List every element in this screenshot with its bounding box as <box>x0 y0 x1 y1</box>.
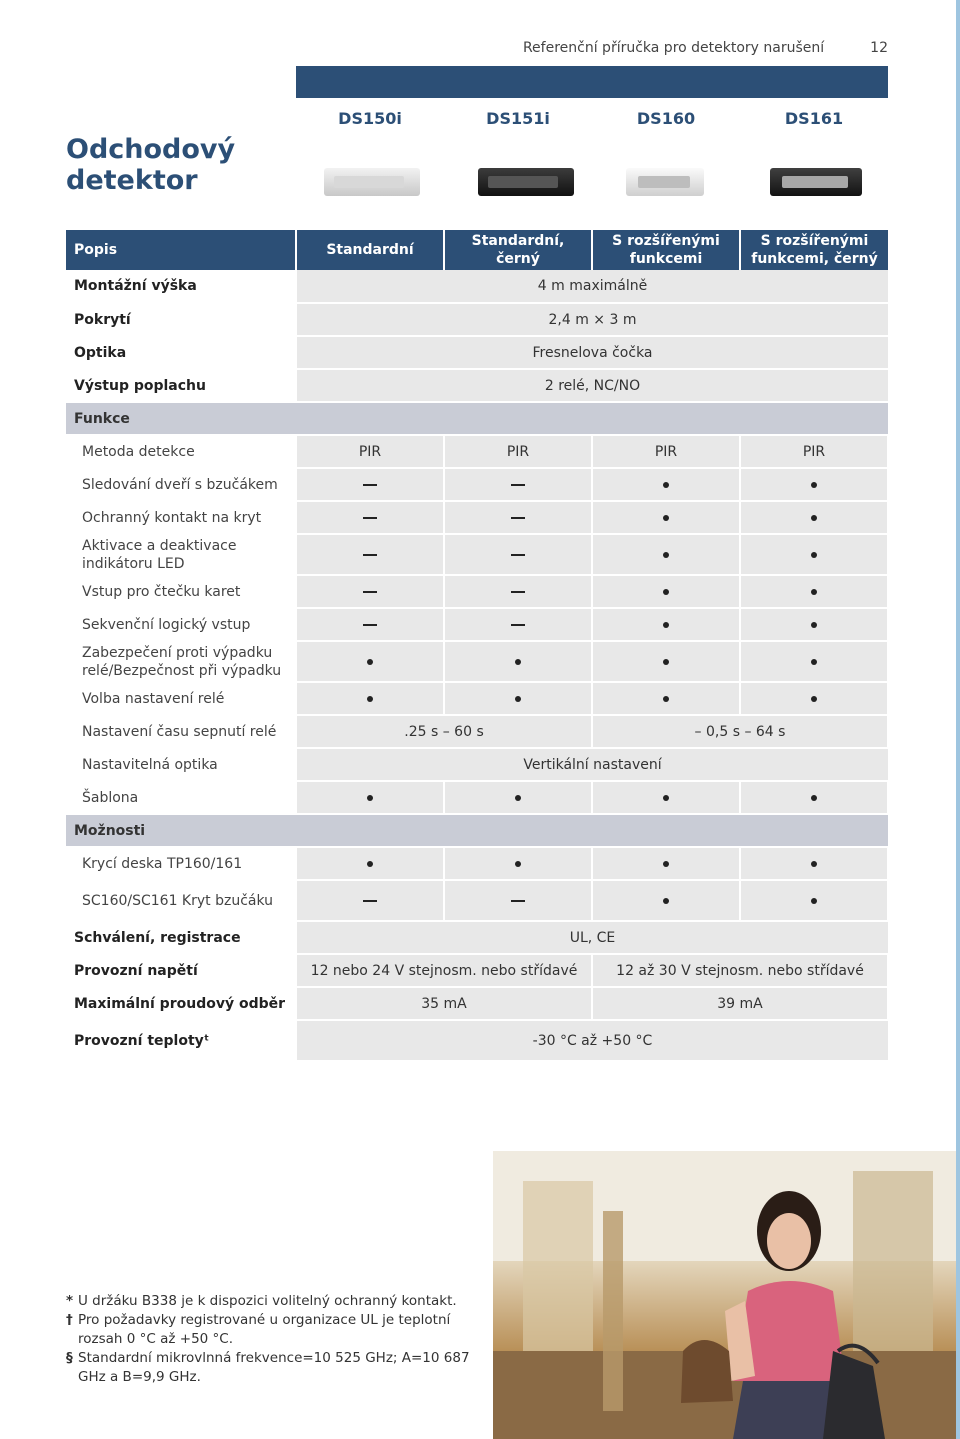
dot-icon <box>811 898 817 904</box>
dot-icon <box>367 861 373 867</box>
dash-icon <box>511 900 525 902</box>
cell <box>740 534 888 575</box>
row-label: Pokrytí <box>66 303 296 336</box>
row-label: Zabezpečení proti výpadku relé/Bezpečnost při výpadku <box>66 641 296 682</box>
table-row <box>66 336 888 369</box>
cell <box>740 847 888 880</box>
cell <box>444 608 592 641</box>
row-label: Sledování dveří s bzučákem <box>66 468 296 501</box>
cell: PIR <box>592 435 740 468</box>
row-label: Optika <box>66 336 296 369</box>
footnote <box>66 1349 476 1387</box>
cell <box>444 641 592 682</box>
dot-icon <box>663 795 669 801</box>
row-value: UL, CE <box>296 921 888 954</box>
cell <box>740 880 888 921</box>
cell <box>444 468 592 501</box>
cell: 12 až 30 V stejnosm. nebo střídavé <box>592 954 888 987</box>
table-row <box>66 435 888 468</box>
dot-icon <box>811 795 817 801</box>
shopper-illustration <box>493 1151 956 1439</box>
footnote-text: U držáku B338 je k dispozici volitelný ochranný kontakt. <box>78 1293 457 1309</box>
product-image-ds161 <box>770 168 862 196</box>
table-row <box>66 270 888 303</box>
row-label: Provozní napětí <box>66 954 296 987</box>
row-label: Ochranný kontakt na kryt <box>66 501 296 534</box>
table-row <box>66 303 888 336</box>
dot-icon <box>663 515 669 521</box>
model-ds151i: DS151i <box>486 109 550 128</box>
section-label: Možnosti <box>66 814 888 847</box>
dot-icon <box>367 659 373 665</box>
table-row <box>66 608 888 641</box>
dash-icon <box>511 591 525 593</box>
row-label: Vstup pro čtečku karet <box>66 575 296 608</box>
footnote <box>66 1311 476 1349</box>
row-label: Šablona <box>66 781 296 814</box>
cell <box>740 468 888 501</box>
cell <box>740 501 888 534</box>
dot-icon <box>663 861 669 867</box>
table-row <box>66 847 888 880</box>
cell <box>296 641 444 682</box>
row-label: Nastavitelná optika <box>66 748 296 781</box>
cell <box>740 781 888 814</box>
cell: PIR <box>444 435 592 468</box>
dot-icon <box>515 795 521 801</box>
cell <box>444 682 592 715</box>
table-header-row <box>66 230 888 270</box>
footnote <box>66 1292 476 1311</box>
cell <box>592 501 740 534</box>
table-row <box>66 1020 888 1061</box>
cell <box>740 608 888 641</box>
section-row-funkce <box>66 402 888 435</box>
cell <box>592 847 740 880</box>
dot-icon <box>663 622 669 628</box>
row-label: Metoda detekce <box>66 435 296 468</box>
cell <box>444 534 592 575</box>
cell <box>740 575 888 608</box>
header-col-2: Standardní, černý <box>444 230 592 270</box>
model-ds150i: DS150i <box>338 109 402 128</box>
row-label: Nastavení času sepnutí relé <box>66 715 296 748</box>
table-row <box>66 715 888 748</box>
cell <box>592 534 740 575</box>
cell <box>592 880 740 921</box>
dash-icon <box>511 554 525 556</box>
cell <box>740 641 888 682</box>
spec-table <box>66 230 889 1062</box>
cell <box>444 847 592 880</box>
row-label: Maximální proudový odběr <box>66 987 296 1020</box>
section-title <box>66 134 235 196</box>
cell: – 0,5 s – 64 s <box>592 715 888 748</box>
dash-icon <box>363 484 377 486</box>
row-label: Schválení, registrace <box>66 921 296 954</box>
row-value: 2 relé, NC/NO <box>296 369 888 402</box>
product-image-ds150i <box>324 168 420 196</box>
cell <box>296 682 444 715</box>
footnote-text: Pro požadavky registrované u organizace UL je teplotní rozsah 0 °C až +50 °C. <box>78 1312 451 1347</box>
table-row <box>66 921 888 954</box>
dot-icon <box>515 696 521 702</box>
cell <box>296 501 444 534</box>
header-band <box>296 66 888 98</box>
dot-icon <box>811 659 817 665</box>
row-value: -30 °C až +50 °C <box>296 1020 888 1061</box>
row-label: SC160/SC161 Kryt bzučáku <box>66 880 296 921</box>
page-number: 12 <box>870 40 888 56</box>
dot-icon <box>811 515 817 521</box>
header-col-4: S rozšířenými funkcemi, černý <box>740 230 888 270</box>
header-title: Referenční příručka pro detektory narušení <box>522 40 825 56</box>
row-label: Volba nastavení relé <box>66 682 296 715</box>
cell <box>592 468 740 501</box>
cell <box>296 608 444 641</box>
cell <box>444 501 592 534</box>
model-ds161: DS161 <box>784 109 844 128</box>
table-row <box>66 880 888 921</box>
cell <box>444 880 592 921</box>
shopper-photo <box>493 1151 956 1439</box>
dot-icon <box>663 659 669 665</box>
dot-icon <box>663 589 669 595</box>
model-ds160: DS160 <box>636 109 696 128</box>
footnote-symbol: § <box>66 1350 73 1366</box>
row-value: 4 m maximálně <box>296 270 888 303</box>
dot-icon <box>811 696 817 702</box>
cell <box>592 682 740 715</box>
cell <box>296 468 444 501</box>
cell: PIR <box>296 435 444 468</box>
cell <box>740 682 888 715</box>
product-image-ds151i <box>478 168 574 196</box>
cell: .25 s – 60 s <box>296 715 592 748</box>
header-popis: Popis <box>66 230 296 270</box>
dot-icon <box>515 861 521 867</box>
footnote-text: Standardní mikrovlnná frekvence=10 525 GHz; A=10 687 GHz a B=9,9 GHz. <box>78 1350 470 1385</box>
header-col-1: Standardní <box>296 230 444 270</box>
product-image-ds160 <box>626 168 704 196</box>
row-value: 2,4 m × 3 m <box>296 303 888 336</box>
dash-icon <box>363 554 377 556</box>
cell <box>296 534 444 575</box>
cell <box>296 575 444 608</box>
footnote-symbol: † <box>66 1312 73 1328</box>
dot-icon <box>663 898 669 904</box>
cell <box>592 608 740 641</box>
row-label: Montážní výška <box>66 270 296 303</box>
cell: 39 mA <box>592 987 888 1020</box>
cell: PIR <box>740 435 888 468</box>
row-label: Aktivace a deaktivace indikátoru LED <box>66 534 296 575</box>
dot-icon <box>367 795 373 801</box>
cell <box>592 641 740 682</box>
dot-icon <box>515 659 521 665</box>
section-row-moznosti <box>66 814 888 847</box>
table-row <box>66 987 888 1020</box>
dot-icon <box>811 861 817 867</box>
cell <box>444 781 592 814</box>
table-row <box>66 682 888 715</box>
row-label: Sekvenční logický vstup <box>66 608 296 641</box>
cell <box>592 781 740 814</box>
dash-icon <box>363 624 377 626</box>
table-row <box>66 534 888 575</box>
table-row <box>66 575 888 608</box>
dash-icon <box>511 484 525 486</box>
footnote-symbol: * <box>66 1293 74 1309</box>
row-label: Provozní teplotyᵗ <box>66 1020 296 1061</box>
dash-icon <box>511 624 525 626</box>
row-label: Výstup poplachu <box>66 369 296 402</box>
dot-icon <box>367 696 373 702</box>
table-row <box>66 954 888 987</box>
dot-icon <box>811 482 817 488</box>
dot-icon <box>663 482 669 488</box>
table-row <box>66 641 888 682</box>
cell <box>296 880 444 921</box>
table-row <box>66 748 888 781</box>
section-label: Funkce <box>66 402 888 435</box>
cell <box>296 847 444 880</box>
page-edge-line <box>956 0 960 1439</box>
dash-icon <box>511 517 525 519</box>
cell <box>296 781 444 814</box>
cell <box>592 575 740 608</box>
footnotes <box>66 1292 476 1387</box>
dot-icon <box>663 552 669 558</box>
table-row <box>66 501 888 534</box>
dash-icon <box>363 591 377 593</box>
row-label: Krycí deska TP160/161 <box>66 847 296 880</box>
dot-icon <box>811 552 817 558</box>
dot-icon <box>811 622 817 628</box>
section-title-line-1: Odchodový <box>66 134 236 165</box>
row-value: Vertikální nastavení <box>296 748 888 781</box>
cell: 12 nebo 24 V stejnosm. nebo střídavé <box>296 954 592 987</box>
cell: 35 mA <box>296 987 592 1020</box>
dash-icon <box>363 900 377 902</box>
table-row <box>66 781 888 814</box>
section-title-line-2: detektor <box>66 165 198 196</box>
dot-icon <box>811 589 817 595</box>
header-col-3: S rozšířenými funkcemi <box>592 230 740 270</box>
cell <box>444 575 592 608</box>
page-header <box>523 40 888 56</box>
dot-icon <box>663 696 669 702</box>
dash-icon <box>363 517 377 519</box>
row-value: Fresnelova čočka <box>296 336 888 369</box>
table-row <box>66 468 888 501</box>
table-row <box>66 369 888 402</box>
